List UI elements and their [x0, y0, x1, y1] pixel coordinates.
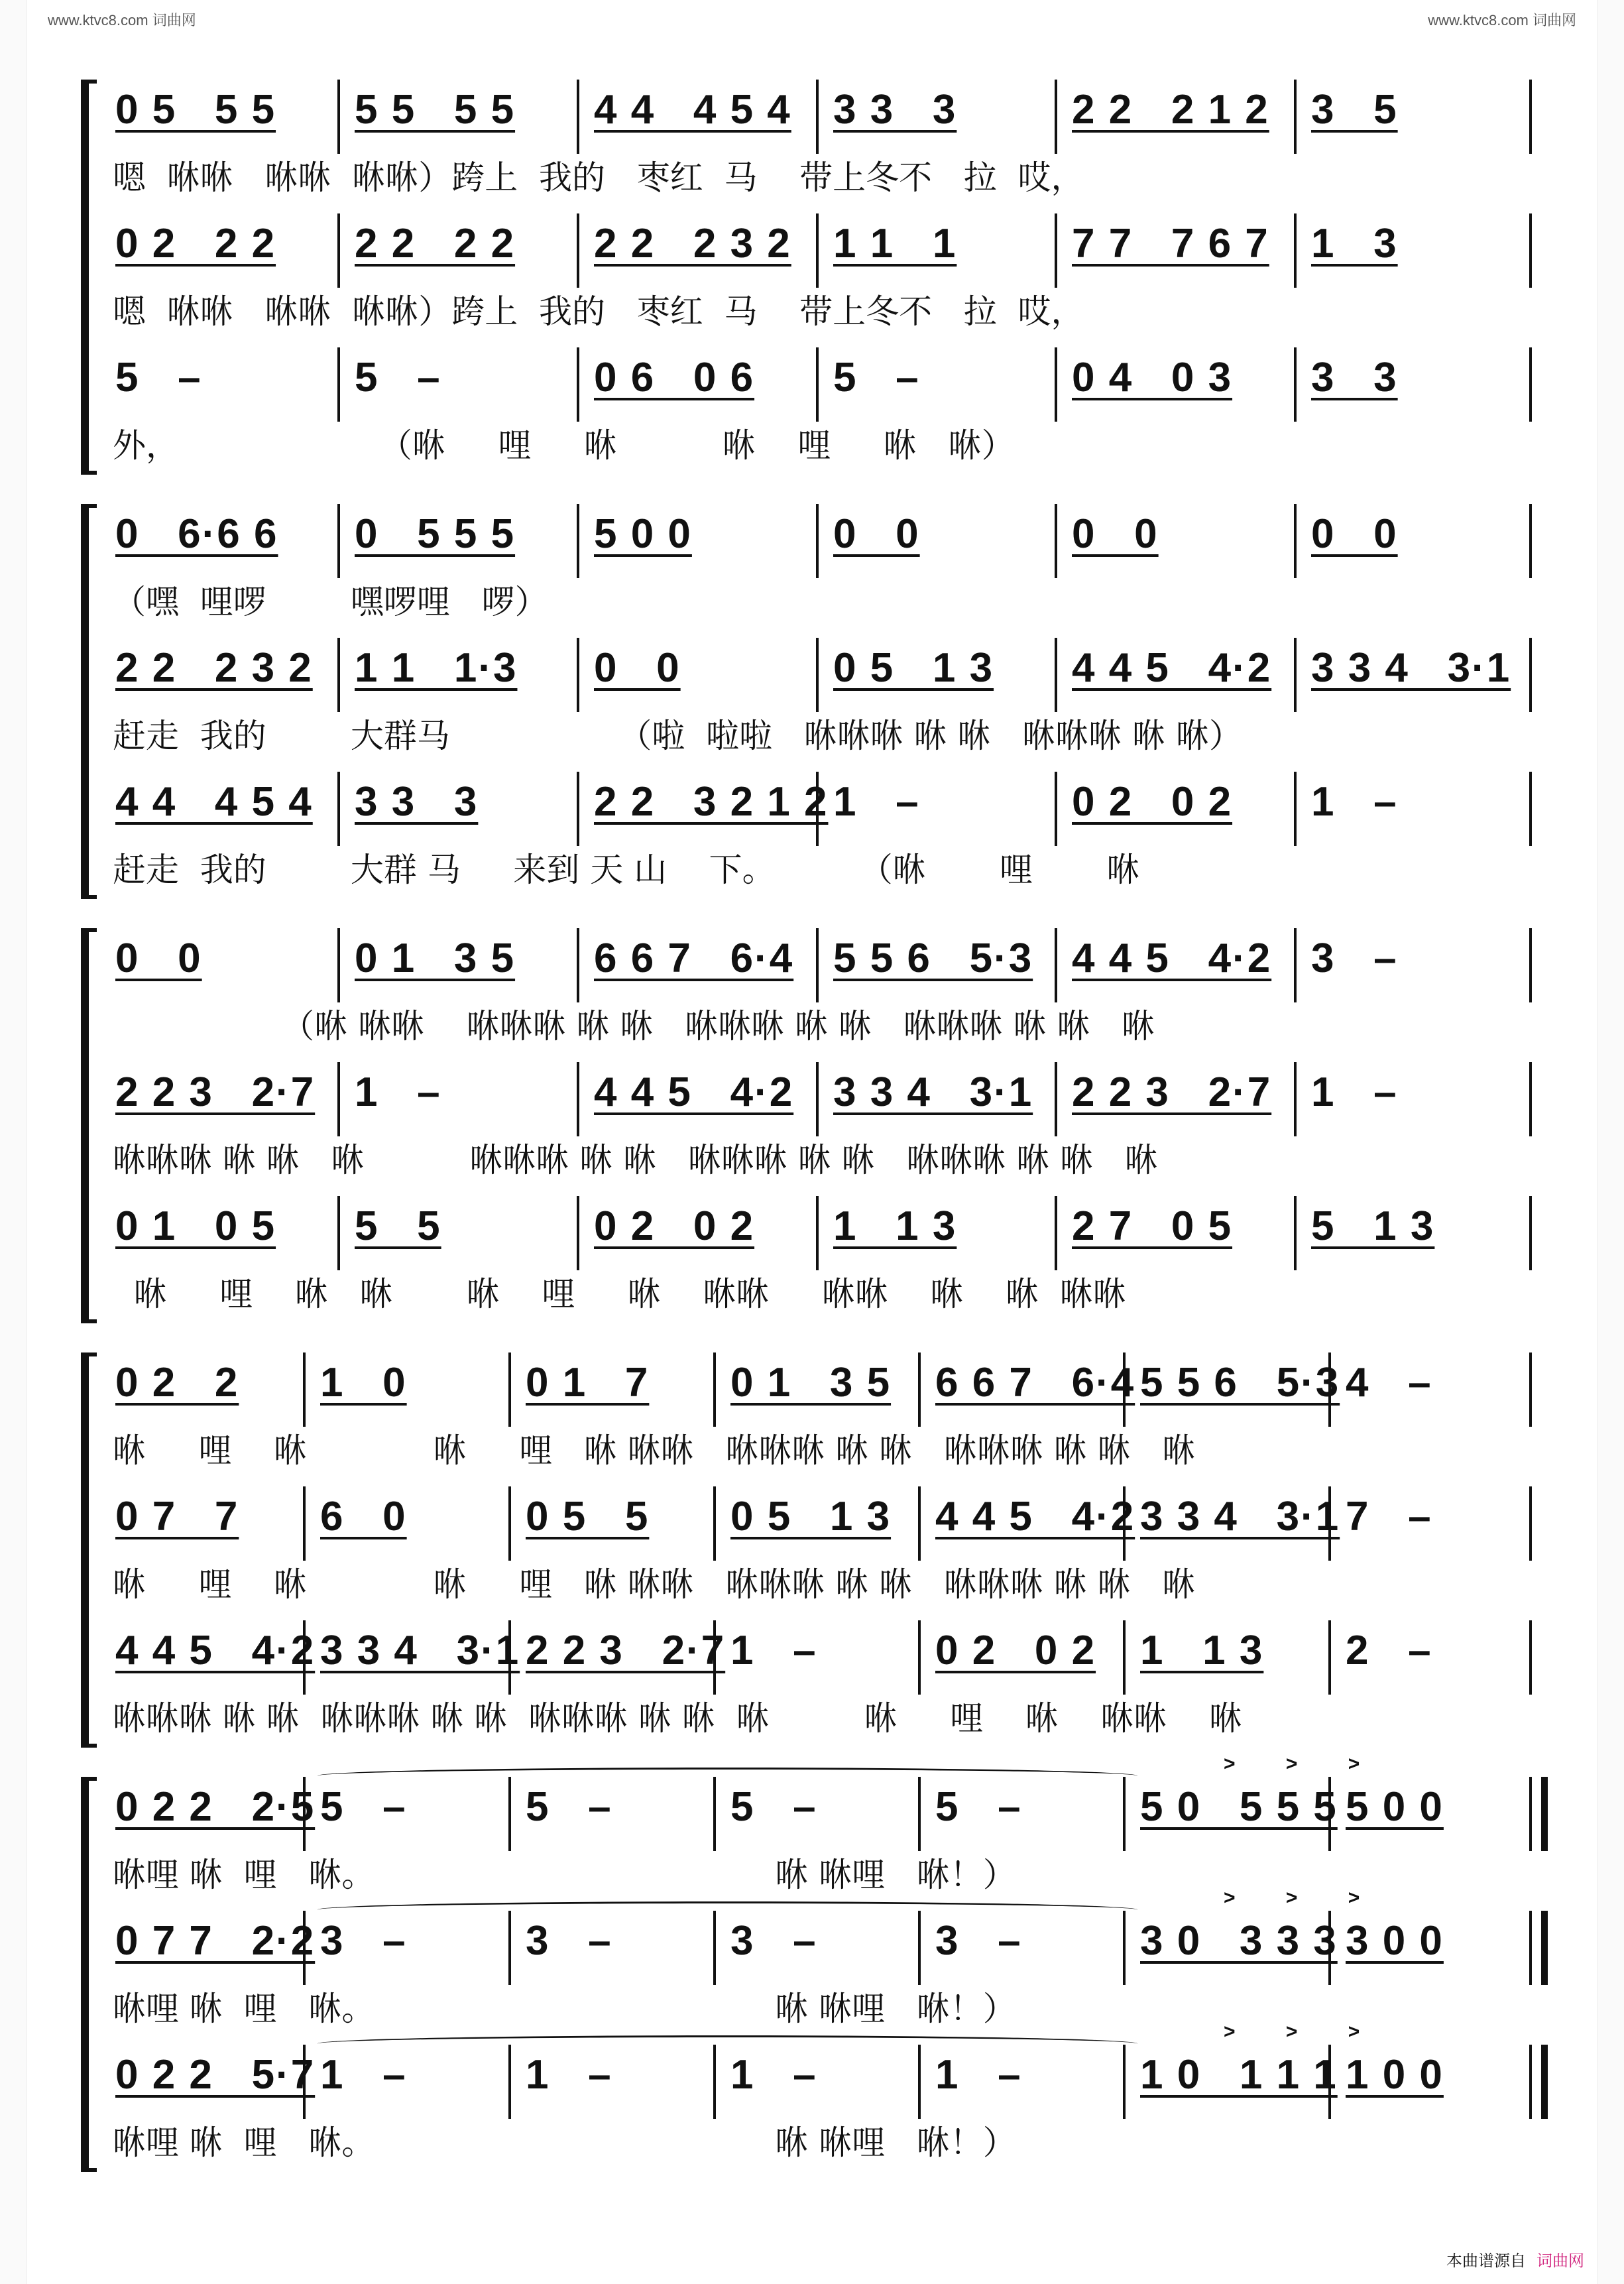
measure-notes: 0 5 5 5	[115, 87, 276, 133]
measure-notes: 5 –	[320, 1784, 407, 1830]
measure-notes: 0 5 5 5	[355, 511, 516, 557]
score-system	[86, 928, 1548, 1323]
measure-notes: 5 0 0	[1346, 1784, 1444, 1830]
system-bracket	[81, 1777, 97, 2172]
lyric-line: 咻 哩 咻 咻 哩 咻 咻咻 咻咻咻 咻 咻 咻咻咻 咻 咻 咻	[113, 1431, 1196, 1470]
staff-line	[113, 928, 1548, 1061]
lyric-line: 嗯 咻咻 咻咻 咻咻）跨上 我的 枣红 马 带上冬不 拉 哎，	[113, 158, 1084, 197]
measure-notes: 1 –	[355, 1069, 441, 1115]
measure-notes: 3 0 3 3 3	[1140, 1918, 1338, 1964]
score-system	[86, 1753, 1548, 2172]
measure-notes: 1 0 1 1 1	[1140, 2052, 1338, 2098]
note-row	[113, 354, 1548, 407]
measure-notes: 2 2 2 1 2	[1072, 87, 1269, 133]
measure-notes: 6 6 7 6·4	[594, 935, 794, 981]
lyric-line: 咻哩 咻 哩 咻。 咻 咻哩 咻！）	[113, 1856, 1016, 1894]
measure-notes: 0 1 7	[526, 1360, 650, 1406]
measure-notes: 1 –	[833, 779, 920, 825]
note-row	[113, 86, 1548, 139]
lyric-line: 嗯 咻咻 咻咻 咻咻）跨上 我的 枣红 马 带上冬不 拉 哎，	[113, 292, 1084, 331]
measure-notes: 1 1 3	[833, 1203, 957, 1249]
system-bracket	[81, 1352, 97, 1748]
measure-notes: 3 –	[526, 1918, 612, 1964]
tie-arc	[318, 1901, 1137, 1918]
lyric-line: （咻 咻咻 咻咻咻 咻 咻 咻咻咻 咻 咻 咻咻咻 咻 咻 咻	[113, 1007, 1155, 1046]
measure-notes: 1 0	[320, 1360, 407, 1406]
measure-notes: 0 7 7	[115, 1494, 239, 1539]
score-system	[86, 80, 1548, 475]
measure-notes: 1 –	[526, 2052, 612, 2098]
measure-notes: 5 –	[115, 355, 202, 400]
tie-arc	[318, 2035, 1137, 2052]
measure-notes: 7 –	[1346, 1494, 1432, 1539]
left-page-edge	[0, 0, 27, 2284]
staff-line	[113, 213, 1548, 346]
measure-notes: 2 7 0 5	[1072, 1203, 1233, 1249]
note-row	[113, 1493, 1548, 1546]
note-row	[113, 511, 1548, 564]
measure-notes: 5 5 6 5·3	[1140, 1360, 1340, 1406]
measure-notes: 6 6 7 6·4	[935, 1360, 1135, 1406]
measure-notes: 2 –	[1346, 1628, 1432, 1673]
measure-notes: 2 2 3 2·7	[1072, 1069, 1272, 1115]
lyric-line: （嘿 哩啰 嘿啰哩 啰）	[113, 583, 548, 621]
staff-line	[113, 80, 1548, 212]
measure-notes: 3 –	[730, 1918, 817, 1964]
note-row	[113, 778, 1548, 831]
footer-brand: 词曲网	[1537, 2252, 1584, 2270]
lyric-line: 赶走 我的 大群马 （啦 啦啦 咻咻咻 咻 咻 咻咻咻 咻 咻）	[113, 717, 1242, 755]
score-system	[86, 504, 1548, 899]
measure-notes: 5 0 0	[594, 511, 692, 557]
lyric-line: 赶走 我的 大群 马 来到 天 山 下。 （咻 哩 咻	[113, 851, 1140, 889]
lyric-line: 咻哩 咻 哩 咻。 咻 咻哩 咻！）	[113, 1990, 1016, 2028]
measure-notes: 4 4 5 4·2	[594, 1069, 794, 1115]
staff-line	[113, 1196, 1548, 1329]
measure-notes: 1 1 1·3	[355, 645, 518, 691]
lyric-line: 咻咻咻 咻 咻 咻咻咻 咻 咻 咻咻咻 咻 咻 咻 咻 哩 咻 咻咻 咻	[113, 1699, 1242, 1738]
footer-source-text: 本曲谱源自	[1446, 2252, 1526, 2270]
measure-notes: 2 2 2 3 2	[115, 645, 313, 691]
measure-notes: 3 3 4 3·1	[320, 1628, 520, 1673]
note-row	[113, 935, 1548, 988]
measure-notes: 1 1 3	[1140, 1628, 1264, 1673]
accent-marks: > > >	[1224, 1887, 1383, 1909]
header-left-watermark: www.ktvc8.com 词曲网	[48, 12, 196, 29]
measure-notes: 0 6 0 6	[594, 355, 755, 400]
staff-line	[113, 638, 1548, 770]
measure-notes: 2 2 3 2·7	[115, 1069, 316, 1115]
measure-notes: 1 0 0	[1346, 2052, 1444, 2098]
measure-notes: 6 0	[320, 1494, 407, 1539]
note-row	[113, 2051, 1548, 2104]
note-row	[113, 1359, 1548, 1412]
measure-notes: 1 1 1	[833, 221, 957, 267]
note-row	[113, 644, 1548, 697]
note-row	[113, 1627, 1548, 1680]
measure-notes: 0 4 0 3	[1072, 355, 1233, 400]
staff-line	[113, 2021, 1548, 2177]
staff-line	[113, 772, 1548, 904]
measure-notes: 3 3 4 3·1	[1140, 1494, 1340, 1539]
tie-arc	[318, 1768, 1137, 1784]
measure-notes: 4 4 5 4·2	[935, 1494, 1135, 1539]
accent-marks: > > >	[1224, 1753, 1383, 1775]
right-page-edge	[1597, 0, 1624, 2284]
system-bracket	[81, 504, 97, 899]
measure-notes: 5 –	[935, 1784, 1022, 1830]
measure-notes: 3 3	[1311, 355, 1398, 400]
note-row	[113, 1203, 1548, 1256]
note-row	[113, 1069, 1548, 1122]
staff-line	[113, 504, 1548, 636]
lyric-line: 咻 哩 咻 咻 咻 哩 咻 咻咻 咻咻 咻 咻 咻咻	[113, 1275, 1126, 1313]
staff-line	[113, 1620, 1548, 1753]
header-right-watermark: www.ktvc8.com 词曲网	[1428, 12, 1576, 29]
measure-notes: 0 5 5	[526, 1494, 650, 1539]
lyric-line: 咻 哩 咻 咻 哩 咻 咻咻 咻咻咻 咻 咻 咻咻咻 咻 咻 咻	[113, 1565, 1196, 1604]
measure-notes: 7 7 7 6 7	[1072, 221, 1269, 267]
measure-notes: 2 2 2 2	[355, 221, 516, 267]
measure-notes: 0 0	[594, 645, 681, 691]
measure-notes: 4 4 5 4·2	[115, 1628, 316, 1673]
measure-notes: 1 –	[730, 1628, 817, 1673]
measure-notes: 4 4 5 4·2	[1072, 645, 1272, 691]
lyric-line: 咻哩 咻 哩 咻。 咻 咻哩 咻！）	[113, 2124, 1016, 2162]
measure-notes: 0 6·6 6	[115, 511, 278, 557]
measure-notes: 3 3 3	[355, 779, 479, 825]
staff-line	[113, 1352, 1548, 1485]
note-row	[113, 220, 1548, 273]
measure-notes: 0 0	[1072, 511, 1159, 557]
measure-notes: 0 2 2	[115, 1360, 239, 1406]
measure-notes: 0 5 1 3	[730, 1494, 892, 1539]
measure-notes: 4 4 4 5 4	[115, 779, 313, 825]
measure-notes: 0 5 1 3	[833, 645, 994, 691]
measure-notes: 0 2 0 2	[594, 1203, 755, 1249]
measure-notes: 0 1 0 5	[115, 1203, 276, 1249]
measure-notes: 3 –	[935, 1918, 1022, 1964]
measure-notes: 2 2 3 2 1 2	[594, 779, 829, 825]
lyric-line: 咻咻咻 咻 咻 咻 咻咻咻 咻 咻 咻咻咻 咻 咻 咻咻咻 咻 咻 咻	[113, 1141, 1158, 1179]
measure-notes: 3 –	[1311, 935, 1398, 981]
measure-notes: 3 3 4 3·1	[833, 1069, 1033, 1115]
accent-marks: > > >	[1224, 2021, 1383, 2043]
measure-notes: 5 –	[526, 1784, 612, 1830]
measure-notes: 1 –	[320, 2052, 407, 2098]
measure-notes: 0 0	[115, 935, 202, 981]
measure-notes: 0 7 7 2·2	[115, 1918, 316, 1964]
measure-notes: 0 0	[1311, 511, 1398, 557]
note-row	[113, 1783, 1548, 1836]
measure-notes: 1 –	[1311, 779, 1398, 825]
measure-notes: 5 –	[833, 355, 920, 400]
measure-notes: 0 2 2 2·5	[115, 1784, 316, 1830]
measure-notes: 3 5	[1311, 87, 1398, 133]
measure-notes: 0 2 0 2	[1072, 779, 1233, 825]
score-system	[86, 1352, 1548, 1748]
measure-notes: 4 4 5 4·2	[1072, 935, 1272, 981]
measure-notes: 3 3 4 3·1	[1311, 645, 1511, 691]
measure-notes: 0 1 3 5	[730, 1360, 892, 1406]
measure-notes: 1 –	[730, 2052, 817, 2098]
measure-notes: 0 0	[833, 511, 920, 557]
measure-notes: 5 0 5 5 5	[1140, 1784, 1338, 1830]
measure-notes: 4 4 4 5 4	[594, 87, 791, 133]
measure-notes: 2 2 2 3 2	[594, 221, 791, 267]
measure-notes: 5 –	[730, 1784, 817, 1830]
system-bracket	[81, 928, 97, 1323]
measure-notes: 5 5 6 5·3	[833, 935, 1033, 981]
measure-notes: 1 3	[1311, 221, 1398, 267]
measure-notes: 5 5 5 5	[355, 87, 516, 133]
measure-notes: 1 –	[1311, 1069, 1398, 1115]
measure-notes: 0 2 2 5·7	[115, 2052, 316, 2098]
staff-line	[113, 1062, 1548, 1195]
system-bracket	[81, 80, 97, 475]
lyric-line: 外， （咻 哩 咻 咻 哩 咻 咻）	[113, 426, 1015, 465]
measure-notes: 5 –	[355, 355, 441, 400]
staff-line	[113, 1486, 1548, 1619]
footer-source	[1446, 2248, 1584, 2271]
measure-notes: 5 1 3	[1311, 1203, 1435, 1249]
measure-notes: 5 5	[355, 1203, 441, 1249]
measure-notes: 0 2 0 2	[935, 1628, 1096, 1673]
measure-notes: 3 3 3	[833, 87, 957, 133]
measure-notes: 1 –	[935, 2052, 1022, 2098]
staff-line	[113, 347, 1548, 480]
measure-notes: 3 0 0	[1346, 1918, 1444, 1964]
measure-notes: 0 1 3 5	[355, 935, 516, 981]
measure-notes: 0 2 2 2	[115, 221, 276, 267]
measure-notes: 3 –	[320, 1918, 407, 1964]
measure-notes: 4 –	[1346, 1360, 1432, 1406]
measure-notes: 2 2 3 2·7	[526, 1628, 726, 1673]
note-row	[113, 1917, 1548, 1970]
